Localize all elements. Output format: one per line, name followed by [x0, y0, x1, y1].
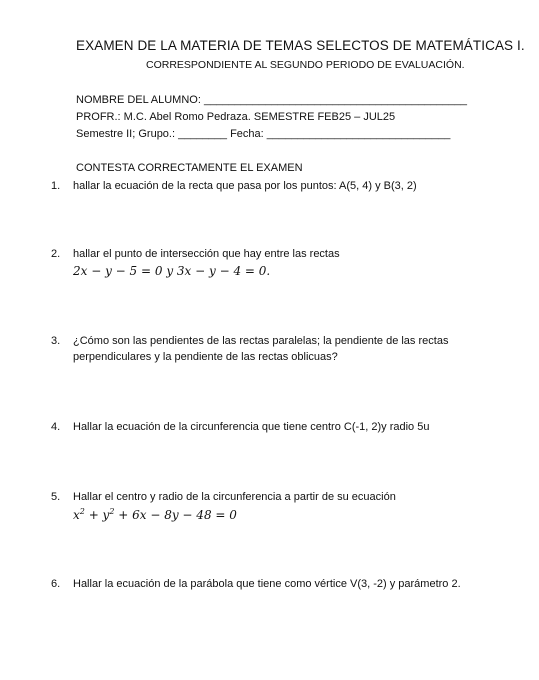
eq-rest: + 6x − 8y − 48 = 0 [114, 508, 237, 522]
question-5-equation [73, 508, 237, 522]
eq-exp1: 2 [79, 507, 85, 516]
exam-title: EXAMEN DE LA MATERIA DE TEMAS SELECTOS DE MATEMÁTICAS I. [76, 38, 525, 53]
question-2-equations: 2x − y − 5 = 0 y 3x − y − 4 = 0. [73, 264, 271, 278]
eq-mid: + y [84, 508, 110, 522]
question-3-text-line2: perpendiculares y la pendiente de las rectas oblicuas? [73, 351, 338, 363]
student-name-line: NOMBRE DEL ALUMNO: ___________________________________________ [76, 94, 468, 106]
question-5-number: 5. [51, 491, 61, 503]
question-6-number: 6. [51, 578, 61, 590]
question-2-number: 2. [51, 248, 61, 260]
question-1-text: hallar la ecuación de la recta que pasa por los puntos: A(5, 4) y B(3, 2) [73, 180, 417, 192]
question-3-text: ¿Cómo son las pendientes de las rectas paralelas; la pendiente de las rectas [73, 335, 449, 347]
question-6-text: Hallar la ecuación de la parábola que tiene como vértice V(3, -2) y parámetro 2. [73, 578, 461, 590]
eq-exp2: 2 [109, 507, 115, 516]
question-4-text: Hallar la ecuación de la circunferencia que tiene centro C(-1, 2)y radio 5u [73, 421, 430, 433]
eq-x: x [73, 508, 80, 522]
instructions: CONTESTA CORRECTAMENTE EL EXAMEN [76, 162, 303, 174]
question-3-number: 3. [51, 335, 61, 347]
question-5-text: Hallar el centro y radio de la circunferencia a partir de su ecuación [73, 491, 396, 503]
teacher-semester-line: PROFR.: M.C. Abel Romo Pedraza. SEMESTRE FEB25 – JUL25 [76, 111, 396, 123]
group-date-line: Semestre II; Grupo.: ________ Fecha: ______________________________ [76, 128, 451, 140]
question-4-number: 4. [51, 421, 61, 433]
question-2-text: hallar el punto de intersección que hay entre las rectas [73, 248, 340, 260]
exam-subtitle: CORRESPONDIENTE AL SEGUNDO PERIODO DE EVALUACIÓN. [146, 59, 465, 71]
question-1-number: 1. [51, 180, 61, 192]
